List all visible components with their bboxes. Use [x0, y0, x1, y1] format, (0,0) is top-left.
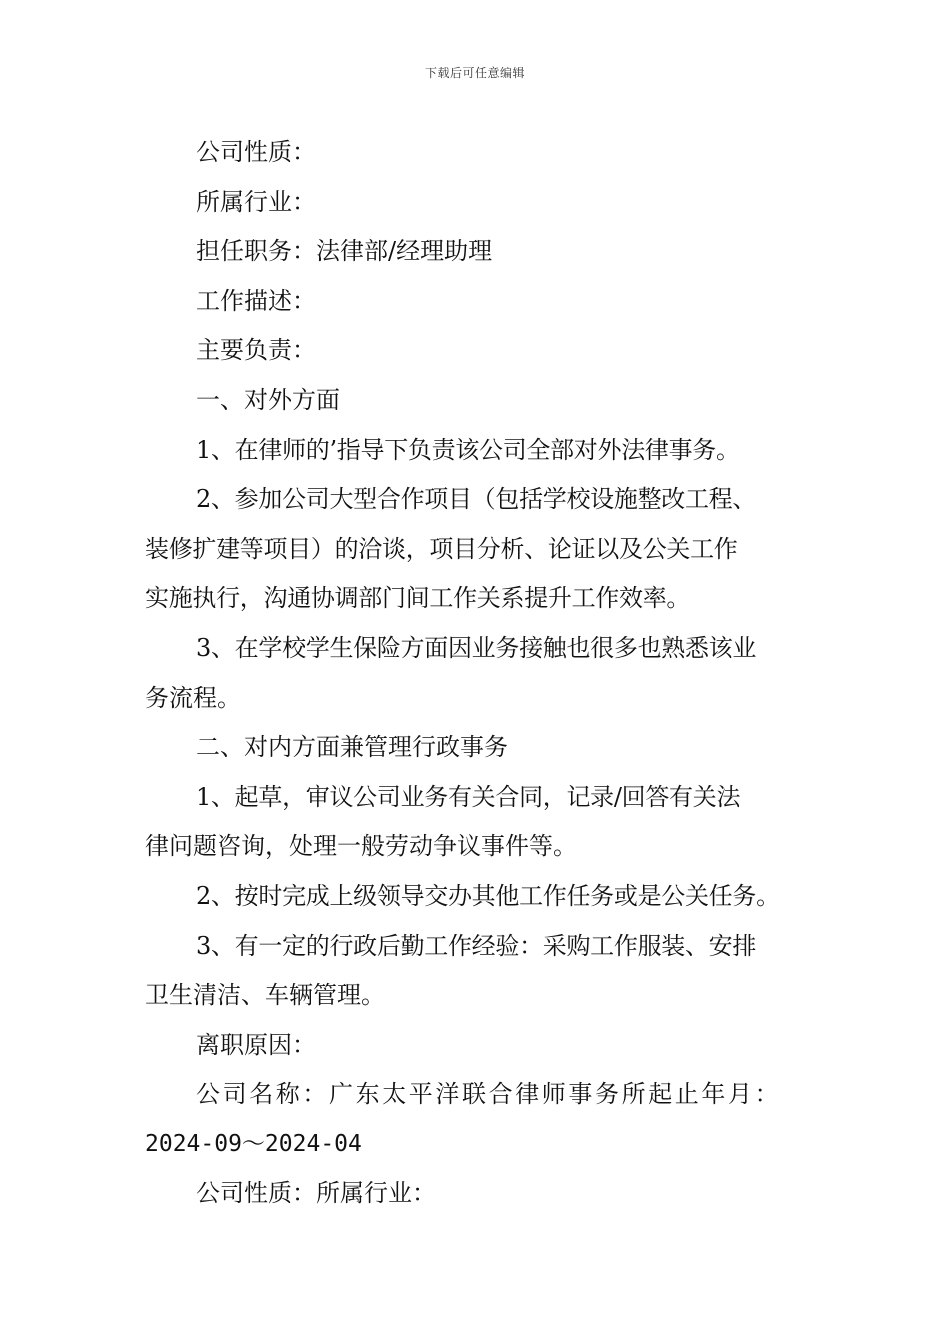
paragraph-line: 3、在学校学生保险方面因业务接触也很多也熟悉该业: [196, 633, 757, 662]
industry-line: 所属行业：: [196, 187, 316, 216]
leave-reason-line: 离职原因：: [196, 1030, 316, 1059]
page-header: 下载后可任意编辑: [424, 66, 525, 80]
paragraph-line: 1、起草，审议公司业务有关合同，记录/回答有关法: [196, 782, 741, 811]
company-nature-line: 公司性质：: [196, 138, 316, 166]
document-body: [145, 128, 810, 1219]
paragraph-line: 卫生清洁、车辆管理。: [145, 981, 385, 1010]
paragraph-line: 律问题咨询，处理一般劳动争议事件等。: [145, 832, 577, 861]
paragraph-line: 2、按时完成上级领导交办其他工作任务或是公关任务。: [196, 881, 780, 910]
company-name-line: 公司名称：广东太平洋联合律师事务所起止年月：: [196, 1080, 782, 1109]
job-description-line: 工作描述：: [196, 286, 316, 315]
position-line: 担任职务：法律部/经理助理: [196, 237, 493, 266]
paragraph-line: 装修扩建等项目）的洽谈，项目分析、论证以及公关工作: [145, 534, 738, 563]
company-nature-industry-line: 公司性质：所属行业：: [196, 1179, 436, 1208]
section-heading-internal: 二、对内方面兼管理行政事务: [196, 733, 508, 762]
paragraph-line: 3、有一定的行政后勤工作经验：采购工作服装、安排: [196, 931, 757, 960]
paragraph-line: 务流程。: [145, 683, 241, 712]
paragraph-line: 2、参加公司大型合作项目（包括学校设施整改工程、: [196, 485, 757, 514]
paragraph-line: 实施执行，沟通协调部门间工作关系提升工作效率。: [145, 584, 691, 613]
paragraph-line: 1、在律师的’指导下负责该公司全部对外法律事务。: [196, 435, 740, 464]
main-duties-line: 主要负责：: [196, 336, 316, 365]
section-heading-external: 一、对外方面: [196, 385, 340, 414]
date-range-line: 2024-09～2024-04: [145, 1130, 362, 1157]
